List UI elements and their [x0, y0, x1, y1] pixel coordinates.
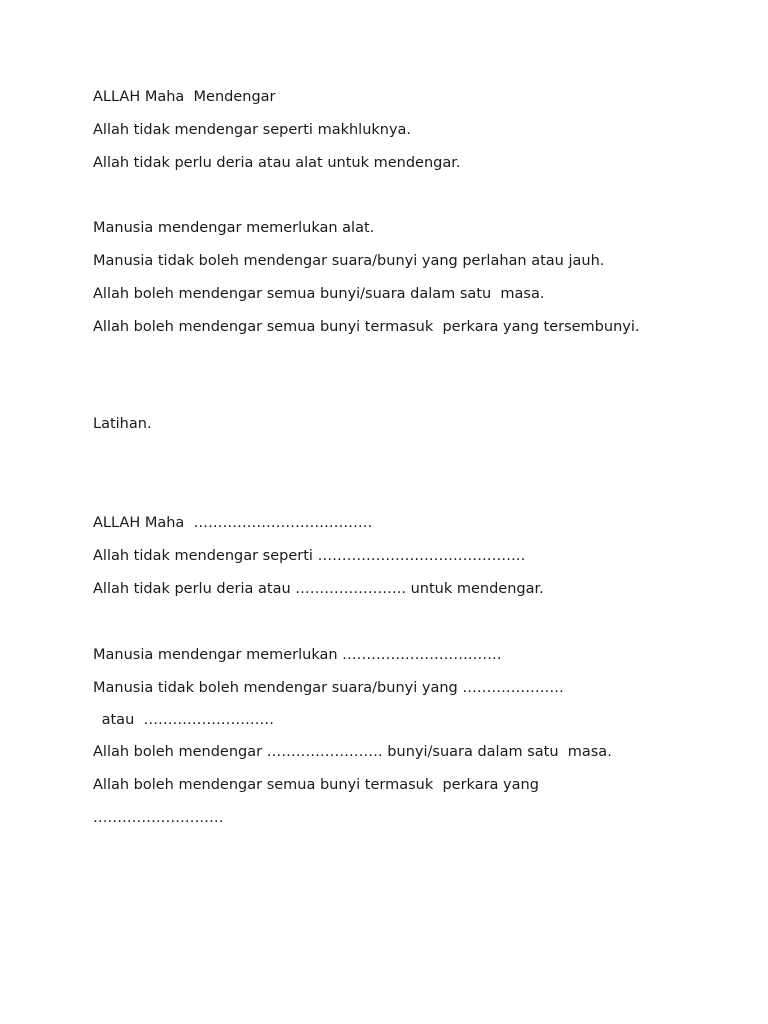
heading-allah-maha-mendengar: ALLAH Maha Mendengar [93, 89, 276, 105]
section-heading-latihan: Latihan. [93, 416, 152, 432]
text-line: Allah boleh mendengar semua bunyi termasuk perkara yang tersembunyi. [93, 319, 640, 335]
exercise-line: Manusia tidak boleh mendengar suara/bunyi yang ………………… [93, 680, 564, 696]
exercise-line: Allah boleh mendengar semua bunyi termasuk perkara yang [93, 777, 539, 793]
exercise-line: ALLAH Maha ………………………………. [93, 515, 373, 531]
text-line: Manusia tidak boleh mendengar suara/bunyi yang perlahan atau jauh. [93, 253, 605, 269]
text-line: Allah tidak perlu deria atau alat untuk mendengar. [93, 155, 461, 171]
exercise-line: ……………………… [93, 810, 224, 826]
exercise-line: Allah tidak perlu deria atau ………………….. untuk mendengar. [93, 581, 544, 597]
text-line: Manusia mendengar memerlukan alat. [93, 220, 375, 236]
exercise-line: Allah tidak mendengar seperti ……………………………………. [93, 548, 526, 564]
exercise-line: Allah boleh mendengar …………………… bunyi/suara dalam satu masa. [93, 744, 612, 760]
exercise-line: Manusia mendengar memerlukan …………………………… [93, 647, 502, 663]
exercise-line: atau ……………………… [97, 712, 274, 728]
text-line: Allah boleh mendengar semua bunyi/suara dalam satu masa. [93, 286, 545, 302]
text-line: Allah tidak mendengar seperti makhluknya. [93, 122, 412, 138]
